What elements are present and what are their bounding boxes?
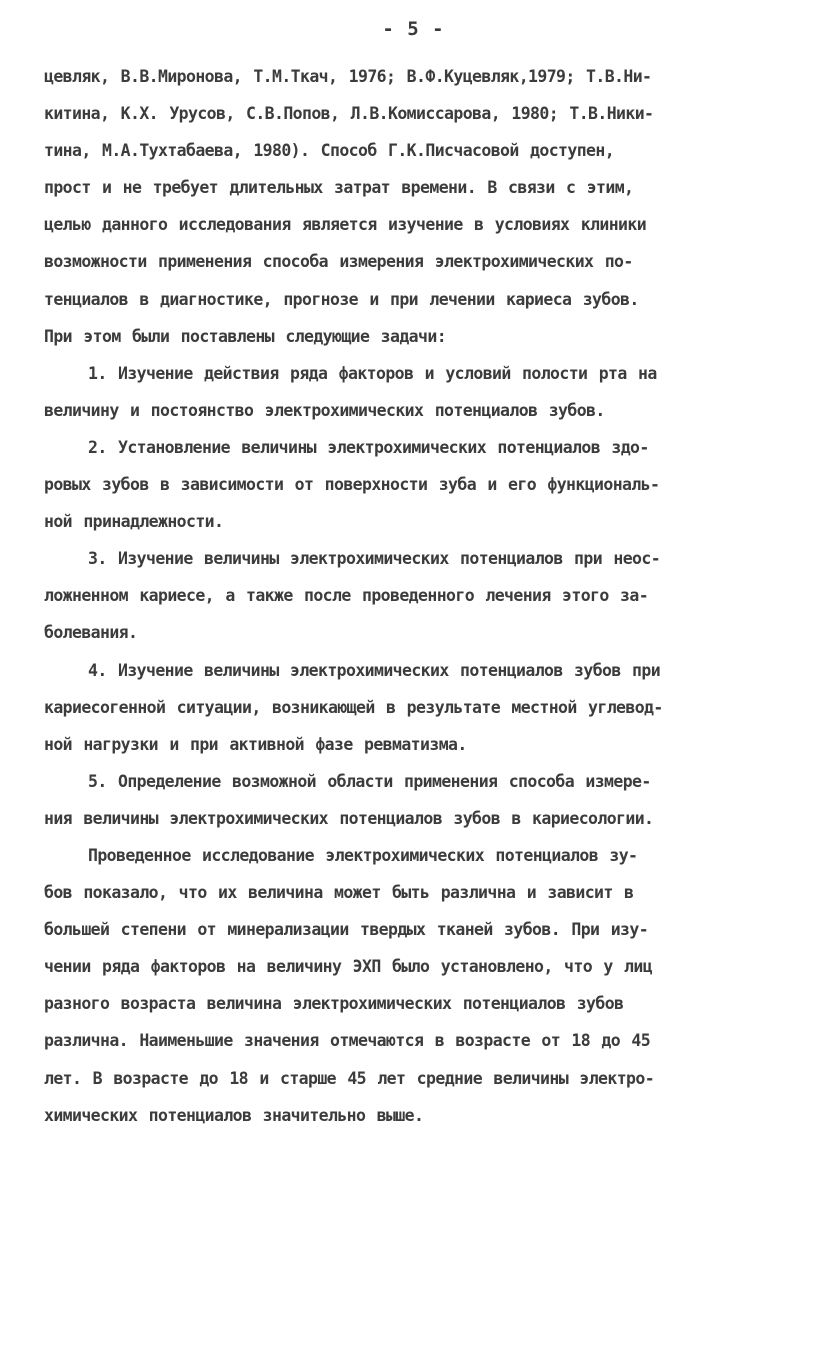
text-line: кариесогенной ситуации, возникающей в результате местной углевод- <box>44 697 663 717</box>
text-line: ложненном кариесе, а также после проведенного лечения этого за- <box>44 586 649 606</box>
text-line: величину и постоянство электрохимических потенциалов зубов. <box>44 400 605 420</box>
text-line: цевляк, В.В.Миронова, Т.М.Ткач, 1976; В.Ф.Куцевляк,1979; Т.В.Ни- <box>44 67 652 86</box>
page-number: - 5 - <box>382 18 445 40</box>
text-line: чении ряда факторов на величину ЭХП было установлено, что у лиц <box>44 957 653 977</box>
text-line: тина, М.А.Тухтабаева, 1980). Способ Г.К.Писчасовой доступен, <box>44 141 615 161</box>
text-line: ной нагрузки и при активной фазе ревматизма. <box>44 734 467 754</box>
text-line: прост и не требует длительных затрат времени. В связи с этим, <box>44 178 634 198</box>
text-line: возможности применения способа измерения электрохимических по- <box>44 252 633 272</box>
text-line: химических потенциалов значительно выше. <box>44 1105 424 1125</box>
text-line: целью данного исследования является изучение в условиях клиники <box>44 215 647 235</box>
text-line: ной принадлежности. <box>44 512 224 532</box>
text-line: 2. Установление величины электрохимических потенциалов здо- <box>88 437 649 457</box>
text-line: 5. Определение возможной области применения способа измере- <box>88 771 651 791</box>
text-line: лет. В возрасте до 18 и старше 45 лет средние величины электро- <box>44 1068 655 1088</box>
text-line: ровых зубов в зависимости от поверхности зуба и его функциональ- <box>44 475 660 495</box>
text-line: ния величины электрохимических потенциалов зубов в кариесологии. <box>44 808 654 828</box>
text-line: различна. Наименьшие значения отмечаются в возрасте от 18 до 45 <box>44 1031 651 1051</box>
text-line: большей степени от минерализации твердых тканей зубов. При изу- <box>44 920 649 940</box>
text-line: При этом были поставлены следующие задачи: <box>44 326 447 346</box>
text-line: бов показало, что их величина может быть различна и зависит в <box>44 883 634 903</box>
text-line: 3. Изучение величины электрохимических потенциалов при неос- <box>88 549 661 569</box>
body-text <box>44 58 794 1134</box>
text-line: 4. Изучение величины электрохимических потенциалов зубов при <box>88 660 661 680</box>
text-line: разного возраста величина электрохимических потенциалов зубов <box>44 994 624 1014</box>
text-line: Проведенное исследование электрохимических потенциалов зу- <box>88 845 638 865</box>
text-line: болевания. <box>44 623 138 643</box>
text-line: тенциалов в диагностике, прогнозе и при лечении кариеса зубов. <box>44 289 639 309</box>
text-line: 1. Изучение действия ряда факторов и условий полости рта на <box>88 363 657 383</box>
text-line: китина, К.Х. Урусов, С.В.Попов, Л.В.Комиссарова, 1980; Т.В.Ники- <box>44 104 654 124</box>
